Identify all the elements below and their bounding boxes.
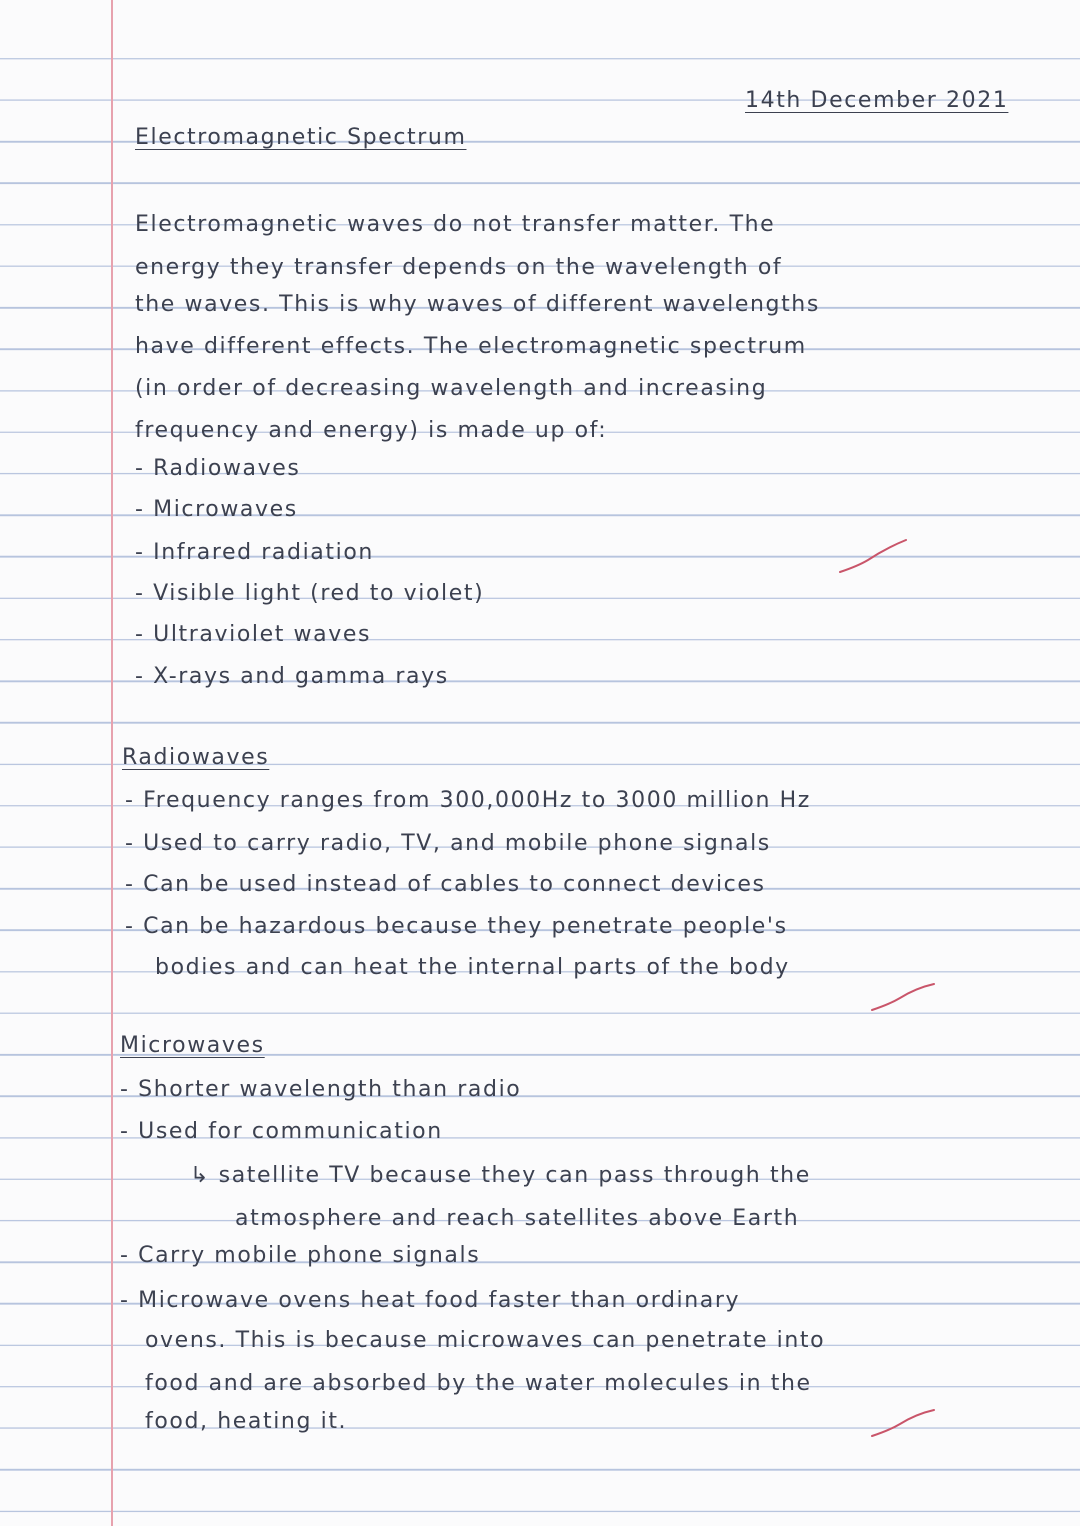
radiowaves-line: - Used to carry radio, TV, and mobile phone signals — [125, 831, 771, 856]
margin-line — [111, 0, 113, 1526]
intro-line: the waves. This is why waves of different wavelengths — [135, 292, 820, 317]
radiowaves-heading: Radiowaves — [122, 745, 270, 770]
microwaves-line: ↳ satellite TV because they can pass through the — [190, 1163, 811, 1188]
tick-mark — [868, 978, 938, 1018]
date: 14th December 2021 — [745, 88, 1009, 113]
radiowaves-line: bodies and can heat the internal parts of the body — [155, 955, 790, 980]
microwaves-line: - Carry mobile phone signals — [120, 1243, 481, 1268]
tick-mark — [838, 536, 908, 576]
microwaves-line: - Shorter wavelength than radio — [120, 1077, 522, 1102]
tick-mark — [868, 1404, 938, 1444]
intro-line: Electromagnetic waves do not transfer matter. The — [135, 212, 776, 237]
intro-line: energy they transfer depends on the wavelength of — [135, 255, 783, 280]
list-item: - Radiowaves — [135, 456, 301, 481]
microwaves-line: food and are absorbed by the water molecules in the — [145, 1371, 812, 1396]
radiowaves-line: - Can be used instead of cables to connect devices — [125, 872, 766, 897]
microwaves-line: - Microwave ovens heat food faster than ordinary — [120, 1288, 741, 1313]
radiowaves-line: - Frequency ranges from 300,000Hz to 3000 million Hz — [125, 788, 811, 813]
microwaves-heading: Microwaves — [120, 1033, 265, 1058]
microwaves-line: - Used for communication — [120, 1119, 443, 1144]
intro-line: have different effects. The electromagnetic spectrum — [135, 334, 807, 359]
intro-line: frequency and energy) is made up of: — [135, 418, 608, 443]
list-item: - Microwaves — [135, 497, 298, 522]
list-item: - Visible light (red to violet) — [135, 581, 485, 606]
list-item: - X-rays and gamma rays — [135, 664, 449, 689]
microwaves-line: atmosphere and reach satellites above Earth — [235, 1206, 800, 1231]
radiowaves-line: - Can be hazardous because they penetrate people's — [125, 914, 788, 939]
microwaves-line: ovens. This is because microwaves can penetrate into — [145, 1328, 826, 1353]
list-item: - Infrared radiation — [135, 540, 374, 565]
microwaves-line: food, heating it. — [145, 1409, 348, 1434]
intro-line: (in order of decreasing wavelength and increasing — [135, 376, 768, 401]
list-item: - Ultraviolet waves — [135, 622, 372, 647]
page-title: Electromagnetic Spectrum — [135, 125, 467, 150]
